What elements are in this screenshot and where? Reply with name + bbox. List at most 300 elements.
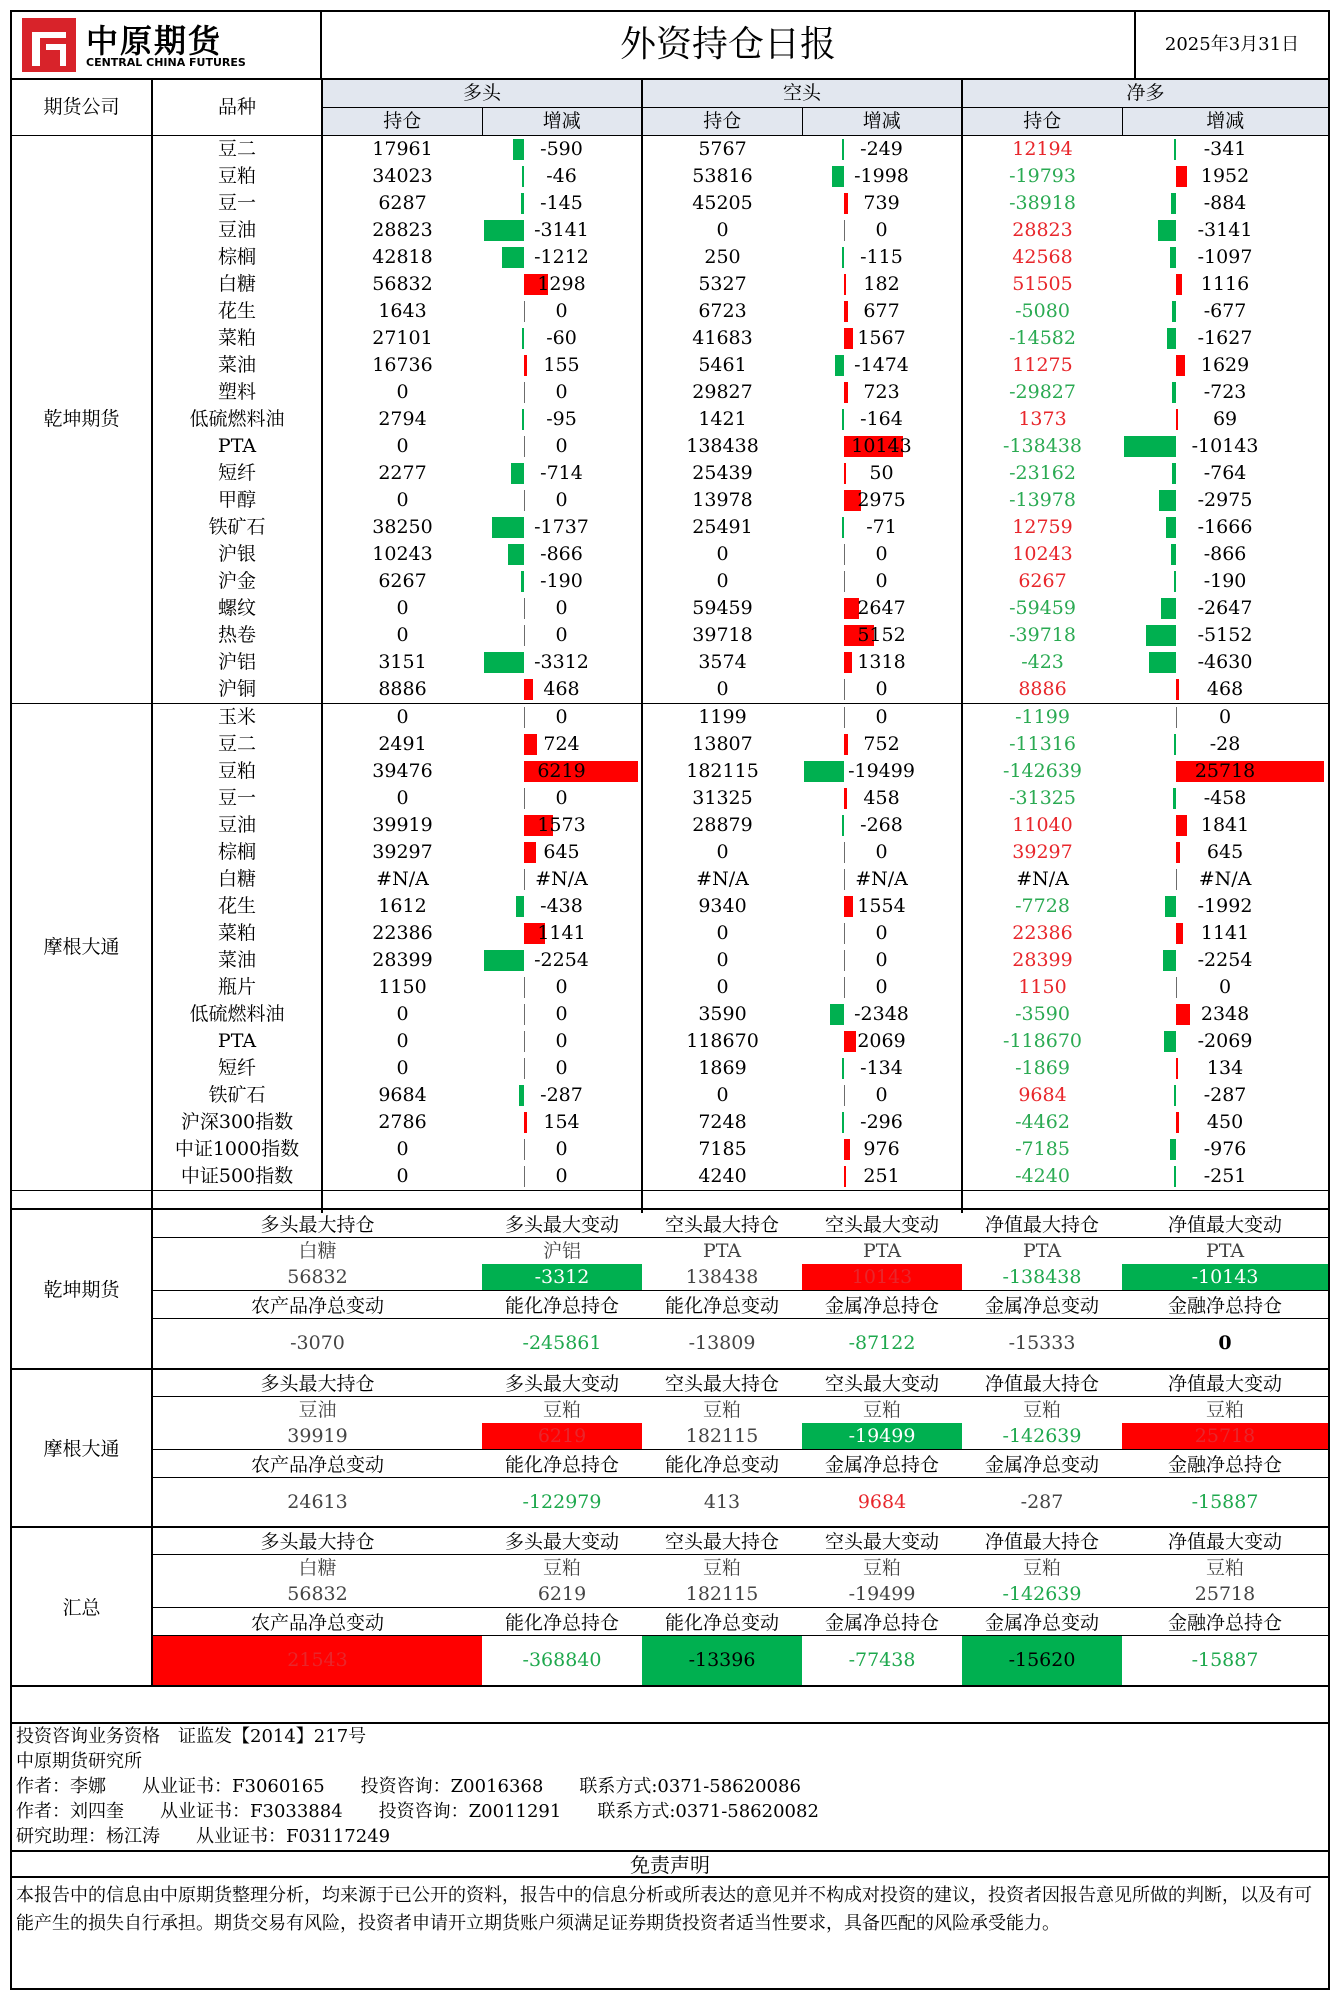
axis-tick xyxy=(844,842,845,863)
change-value: 1952 xyxy=(1200,165,1250,187)
col-long-chg: 增减 xyxy=(482,108,642,136)
position-cell: 17961 xyxy=(372,138,433,160)
summary-header-row xyxy=(12,1209,1328,1238)
position-cell: 39476 xyxy=(372,760,433,782)
company-name: 乾坤期货 xyxy=(12,136,152,704)
report-header xyxy=(12,12,1328,80)
change-value: 182 xyxy=(863,273,900,295)
negative-bar xyxy=(1170,247,1176,268)
change-value: 0 xyxy=(875,922,888,944)
change-value: -1097 xyxy=(1197,246,1253,268)
positive-bar xyxy=(844,1166,846,1187)
change-cell xyxy=(1122,731,1328,758)
position-cell: 42568 xyxy=(1012,246,1073,268)
change-value: 1567 xyxy=(857,327,906,349)
change-cell xyxy=(1122,379,1328,406)
change-cell xyxy=(482,1136,642,1163)
change-cell xyxy=(1122,460,1328,487)
change-cell xyxy=(802,1136,962,1163)
position-cell: -59459 xyxy=(1009,597,1076,619)
change-value: 0 xyxy=(555,787,568,809)
col-company: 期货公司 xyxy=(12,80,152,136)
position-cell: 0 xyxy=(396,1003,409,1025)
summary-total-value: -77438 xyxy=(802,1636,962,1686)
change-cell xyxy=(802,1082,962,1109)
table-row xyxy=(12,244,1328,271)
change-cell xyxy=(482,622,642,649)
positive-bar xyxy=(524,842,536,863)
positive-bar xyxy=(844,382,848,403)
summary-item-value: 138438 xyxy=(685,1266,759,1288)
summary-item-value: -19499 xyxy=(848,1583,916,1605)
change-value: -723 xyxy=(1203,381,1247,403)
change-cell xyxy=(802,947,962,974)
footer-line: 作者：刘四奎 从业证书：F3033884 投资咨询：Z0011291 联系方式:0371-58620082 xyxy=(16,1801,819,1822)
positive-bar xyxy=(1176,923,1183,944)
summary-item-name: PTA xyxy=(1205,1240,1245,1262)
change-cell xyxy=(482,1055,642,1082)
change-value: -71 xyxy=(866,516,897,538)
position-cell: 1869 xyxy=(698,1057,747,1079)
axis-tick xyxy=(844,950,845,971)
positions-table xyxy=(12,80,1328,1213)
table-row xyxy=(12,947,1328,974)
change-cell xyxy=(1122,541,1328,568)
change-value: -1992 xyxy=(1197,895,1253,917)
change-value: -5152 xyxy=(1197,624,1253,646)
change-value: -28 xyxy=(1209,733,1241,755)
axis-tick xyxy=(1176,977,1177,998)
change-cell xyxy=(482,136,642,164)
position-cell: #N/A xyxy=(1016,868,1069,890)
change-cell xyxy=(802,136,962,164)
logo-text: 中原期货 xyxy=(86,22,223,60)
negative-bar xyxy=(1158,220,1176,241)
change-value: -884 xyxy=(1203,192,1247,214)
negative-bar xyxy=(842,517,844,538)
change-cell xyxy=(482,974,642,1001)
change-value: 0 xyxy=(555,1057,568,1079)
change-value: -2647 xyxy=(1197,597,1253,619)
table-row xyxy=(12,974,1328,1001)
change-cell xyxy=(482,433,642,460)
change-value: 976 xyxy=(863,1138,900,1160)
position-cell: 0 xyxy=(396,706,409,728)
change-value: 645 xyxy=(543,841,580,863)
change-cell xyxy=(802,595,962,622)
positive-bar xyxy=(844,652,852,673)
table-row xyxy=(12,163,1328,190)
change-value: 0 xyxy=(555,1003,568,1025)
change-value: -3141 xyxy=(534,219,589,241)
table-row xyxy=(12,1136,1328,1163)
summary-item-name: 豆粕 xyxy=(543,1398,582,1421)
report-date: 2025年3月31日 xyxy=(1164,34,1300,55)
position-cell: 0 xyxy=(716,841,729,863)
summary-total-value: -87122 xyxy=(802,1319,962,1369)
negative-bar xyxy=(1149,652,1176,673)
change-value: -2069 xyxy=(1197,1030,1253,1052)
change-value: 1554 xyxy=(857,895,906,917)
position-cell: -13978 xyxy=(1009,489,1076,511)
change-value: 1141 xyxy=(1200,922,1250,944)
positive-bar xyxy=(1176,1112,1179,1133)
change-cell xyxy=(482,785,642,812)
summary-item-name: PTA xyxy=(702,1240,742,1262)
position-cell: -1869 xyxy=(1015,1057,1070,1079)
variety-name: 菜粕 xyxy=(152,325,322,352)
position-cell: -423 xyxy=(1021,651,1064,673)
change-cell xyxy=(482,595,642,622)
table-row xyxy=(12,866,1328,893)
change-value: 251 xyxy=(863,1165,900,1187)
change-cell xyxy=(802,298,962,325)
negative-bar xyxy=(1173,788,1176,809)
change-cell xyxy=(802,487,962,514)
change-cell xyxy=(482,271,642,298)
change-value: 1573 xyxy=(537,814,586,836)
positive-bar xyxy=(844,463,846,484)
summary-header: 能化净总持仓 xyxy=(482,1449,642,1477)
change-value: 69 xyxy=(1212,408,1238,430)
position-cell: -7185 xyxy=(1015,1138,1070,1160)
disclaimer-text: 本报告中的信息由中原期货整理分析，均来源于已公开的资料，报告中的信息分析或所表达的意见并不构成对投资的建议，投资者因报告意见所做的判断，以及有可能产生的损失自行承担。期货交易有风险，投资者申请开立期货账户须满足证券期货投资者适当性要求，具备匹配的风险承受能力。 xyxy=(16,1885,1312,1934)
summary-header: 金属净总持仓 xyxy=(802,1608,962,1636)
position-cell: 0 xyxy=(396,1138,409,1160)
change-cell xyxy=(1122,595,1328,622)
change-value: 1318 xyxy=(857,651,906,673)
footer-line: 作者：李娜 从业证书：F3060165 投资咨询：Z0016368 联系方式:0371-58620086 xyxy=(16,1776,801,1797)
positive-bar xyxy=(844,274,846,295)
negative-bar xyxy=(1165,896,1176,917)
change-value: 0 xyxy=(555,435,568,457)
negative-bar xyxy=(502,247,524,268)
change-value: 0 xyxy=(1218,706,1232,728)
change-value: -249 xyxy=(860,138,903,160)
position-cell: 0 xyxy=(396,381,409,403)
position-cell: 5327 xyxy=(698,273,747,295)
change-cell xyxy=(802,785,962,812)
change-cell xyxy=(482,460,642,487)
summary-item-name: 豆粕 xyxy=(1206,1398,1245,1421)
summary-total-value: -13809 xyxy=(642,1319,802,1369)
axis-tick xyxy=(844,1085,845,1106)
table-row xyxy=(12,514,1328,541)
position-cell: -142639 xyxy=(1003,760,1082,782)
table-row xyxy=(12,785,1328,812)
position-cell: 6267 xyxy=(1018,570,1067,592)
position-cell: 22386 xyxy=(372,922,433,944)
position-cell: -23162 xyxy=(1009,462,1076,484)
variety-name: 低硫燃料油 xyxy=(152,1001,322,1028)
positive-bar xyxy=(844,788,847,809)
change-cell xyxy=(802,433,962,460)
summary-header-row xyxy=(12,1608,1328,1636)
position-cell: 0 xyxy=(396,597,409,619)
change-cell xyxy=(802,812,962,839)
table-row xyxy=(12,1001,1328,1028)
positive-bar xyxy=(1176,355,1185,376)
variety-name: PTA xyxy=(152,1028,322,1055)
table-row xyxy=(12,1055,1328,1082)
summary-header: 能化净总持仓 xyxy=(482,1291,642,1319)
position-cell: 34023 xyxy=(372,165,433,187)
negative-bar xyxy=(508,544,524,565)
summary-item-value: -138438 xyxy=(1002,1266,1082,1288)
position-cell: 28399 xyxy=(1012,949,1073,971)
change-cell xyxy=(1122,1001,1328,1028)
change-cell xyxy=(482,704,642,732)
change-value: 0 xyxy=(875,543,888,565)
change-value: 468 xyxy=(1206,678,1244,700)
table-row xyxy=(12,460,1328,487)
summary-table xyxy=(12,1208,1328,1687)
negative-bar xyxy=(804,761,844,782)
change-cell xyxy=(802,974,962,1001)
positive-bar xyxy=(844,734,848,755)
positive-bar xyxy=(844,896,853,917)
change-value: 6219 xyxy=(537,760,586,782)
position-cell: -4462 xyxy=(1015,1111,1070,1133)
summary-header: 金融净总持仓 xyxy=(1122,1291,1328,1319)
change-cell xyxy=(1122,920,1328,947)
summary-header: 农产品净总变动 xyxy=(152,1608,482,1636)
summary-item-name: 白糖 xyxy=(298,1240,337,1262)
author-info xyxy=(12,1722,1328,1849)
summary-value-row xyxy=(12,1581,1328,1608)
axis-tick xyxy=(524,382,525,403)
variety-name: PTA xyxy=(152,433,322,460)
positive-bar xyxy=(844,328,853,349)
variety-name: 沪银 xyxy=(152,541,322,568)
disclaimer-title: 免责声明 xyxy=(12,1850,1328,1878)
summary-item-value: -3312 xyxy=(482,1264,642,1291)
axis-tick xyxy=(524,1031,525,1052)
change-value: 2975 xyxy=(857,489,906,511)
change-value: 0 xyxy=(875,706,888,728)
logo-subtext: CENTRAL CHINA FUTURES xyxy=(86,56,246,69)
positive-bar xyxy=(1176,274,1182,295)
position-cell: 7248 xyxy=(698,1111,747,1133)
summary-item-value: 25718 xyxy=(1194,1583,1256,1605)
table-row xyxy=(12,271,1328,298)
change-cell xyxy=(482,379,642,406)
change-value: -714 xyxy=(540,462,583,484)
change-cell xyxy=(1122,947,1328,974)
negative-bar xyxy=(1167,328,1176,349)
change-cell xyxy=(482,1082,642,1109)
axis-tick xyxy=(524,869,525,890)
summary-item-value: -10143 xyxy=(1122,1264,1328,1291)
summary-total-value: 21543 xyxy=(152,1636,482,1686)
axis-tick xyxy=(1176,869,1177,890)
col-net-pos: 持仓 xyxy=(962,108,1122,136)
change-value: -10143 xyxy=(1191,435,1259,457)
position-cell: 29827 xyxy=(692,381,753,403)
position-cell: 45205 xyxy=(692,192,753,214)
change-cell xyxy=(482,947,642,974)
variety-name: 花生 xyxy=(152,298,322,325)
table-row xyxy=(12,758,1328,785)
axis-tick xyxy=(844,923,845,944)
change-cell xyxy=(802,541,962,568)
negative-bar xyxy=(1161,598,1176,619)
table-row xyxy=(12,568,1328,595)
change-value: 2647 xyxy=(857,597,906,619)
position-cell: 42818 xyxy=(372,246,433,268)
negative-bar xyxy=(1166,517,1176,538)
table-row xyxy=(12,217,1328,244)
change-cell xyxy=(1122,974,1328,1001)
change-value: -287 xyxy=(1203,1084,1247,1106)
change-value: 5152 xyxy=(857,624,906,646)
position-cell: 0 xyxy=(716,543,729,565)
summary-total-value: -13396 xyxy=(642,1636,802,1686)
change-value: #N/A xyxy=(1198,868,1252,890)
negative-bar xyxy=(1174,1085,1176,1106)
change-value: -1666 xyxy=(1197,516,1253,538)
position-cell: 1612 xyxy=(378,895,427,917)
position-cell: 53816 xyxy=(692,165,753,187)
change-cell xyxy=(802,893,962,920)
change-value: -115 xyxy=(860,246,903,268)
position-cell: 11275 xyxy=(1012,354,1073,376)
change-value: -190 xyxy=(1203,570,1247,592)
summary-header: 净值最大持仓 xyxy=(962,1209,1122,1238)
position-cell: 59459 xyxy=(692,597,753,619)
change-value: -287 xyxy=(540,1084,583,1106)
position-cell: 9340 xyxy=(698,895,747,917)
position-cell: 9684 xyxy=(378,1084,427,1106)
change-value: 0 xyxy=(555,976,568,998)
change-value: 468 xyxy=(543,678,580,700)
summary-item-name: 白糖 xyxy=(298,1557,337,1579)
change-value: 1141 xyxy=(537,922,586,944)
summary-header: 空头最大持仓 xyxy=(642,1209,802,1238)
summary-header: 空头最大变动 xyxy=(802,1209,962,1238)
summary-value-row xyxy=(12,1264,1328,1291)
change-cell xyxy=(802,514,962,541)
summary-total-value: 24613 xyxy=(152,1477,482,1527)
change-cell xyxy=(802,920,962,947)
change-value: -866 xyxy=(1203,543,1247,565)
position-cell: 0 xyxy=(642,676,802,704)
position-cell: 8886 xyxy=(322,676,482,704)
variety-name: 塑料 xyxy=(152,379,322,406)
change-value: 723 xyxy=(863,381,900,403)
change-cell xyxy=(802,758,962,785)
position-cell: -31325 xyxy=(1009,787,1076,809)
change-cell xyxy=(482,541,642,568)
summary-header: 金属净总变动 xyxy=(962,1291,1122,1319)
variety-name: 豆一 xyxy=(152,190,322,217)
change-value: -2254 xyxy=(534,949,589,971)
summary-header: 金属净总变动 xyxy=(962,1449,1122,1477)
table-row xyxy=(12,1163,1328,1191)
position-cell: 28879 xyxy=(692,814,753,836)
summary-block-name: 摩根大通 xyxy=(12,1369,152,1528)
negative-bar xyxy=(1170,1139,1176,1160)
change-value: -1212 xyxy=(534,246,589,268)
change-cell xyxy=(802,622,962,649)
summary-item-name: PTA xyxy=(1022,1240,1062,1262)
table-row xyxy=(12,622,1328,649)
position-cell: 39919 xyxy=(372,814,433,836)
summary-header: 能化净总变动 xyxy=(642,1608,802,1636)
change-value: -458 xyxy=(1203,787,1247,809)
position-cell: 6723 xyxy=(698,300,747,322)
change-cell xyxy=(802,649,962,676)
variety-name: 短纤 xyxy=(152,1055,322,1082)
change-value: 458 xyxy=(863,787,900,809)
position-cell: -118670 xyxy=(1003,1030,1082,1052)
change-value: -2254 xyxy=(1197,949,1253,971)
summary-item-value: 10143 xyxy=(802,1264,962,1291)
variety-name: 中证500指数 xyxy=(152,1163,322,1191)
summary-item-value: 25718 xyxy=(1122,1423,1328,1450)
axis-tick xyxy=(844,869,845,890)
change-cell xyxy=(482,866,642,893)
change-cell xyxy=(1122,1163,1328,1191)
change-value: 1841 xyxy=(1200,814,1250,836)
summary-header: 净值最大变动 xyxy=(1122,1369,1328,1397)
change-cell xyxy=(1122,1028,1328,1055)
position-cell: 38250 xyxy=(372,516,433,538)
change-value: 450 xyxy=(1206,1111,1244,1133)
variety-name: 棕榈 xyxy=(152,244,322,271)
negative-bar xyxy=(492,517,524,538)
position-cell: -7728 xyxy=(1015,895,1070,917)
change-cell xyxy=(802,676,962,704)
position-cell: 3590 xyxy=(698,1003,747,1025)
change-value: 0 xyxy=(555,381,568,403)
negative-bar xyxy=(511,463,524,484)
summary-name-row xyxy=(12,1238,1328,1265)
change-value: 1629 xyxy=(1200,354,1250,376)
change-cell xyxy=(482,568,642,595)
change-cell xyxy=(802,1028,962,1055)
positive-bar xyxy=(1176,815,1187,836)
position-cell: 6287 xyxy=(378,192,427,214)
change-cell xyxy=(802,731,962,758)
position-cell: 28399 xyxy=(372,949,433,971)
change-value: -341 xyxy=(1203,138,1247,160)
summary-total-value: -15620 xyxy=(962,1636,1122,1686)
positive-bar xyxy=(844,301,848,322)
change-value: -19499 xyxy=(848,760,915,782)
table-row xyxy=(12,325,1328,352)
summary-block-name: 汇总 xyxy=(12,1527,152,1686)
summary-item-value: 39919 xyxy=(287,1424,348,1447)
summary-header: 净值最大持仓 xyxy=(962,1527,1122,1555)
variety-name: 热卷 xyxy=(152,622,322,649)
summary-header-row xyxy=(12,1291,1328,1319)
summary-header: 空头最大持仓 xyxy=(642,1369,802,1397)
summary-header: 多头最大持仓 xyxy=(152,1527,482,1555)
change-value: 0 xyxy=(555,706,568,728)
change-value: -2348 xyxy=(854,1003,909,1025)
position-cell: -5080 xyxy=(1015,300,1070,322)
change-value: 0 xyxy=(1218,976,1232,998)
summary-total-value: -3070 xyxy=(152,1319,482,1369)
change-cell xyxy=(482,893,642,920)
position-cell: 22386 xyxy=(1012,922,1073,944)
position-cell: 0 xyxy=(716,1084,729,1106)
change-value: 0 xyxy=(875,841,888,863)
col-short-pos: 持仓 xyxy=(642,108,802,136)
position-cell: 1421 xyxy=(698,408,747,430)
variety-name: 豆油 xyxy=(152,812,322,839)
